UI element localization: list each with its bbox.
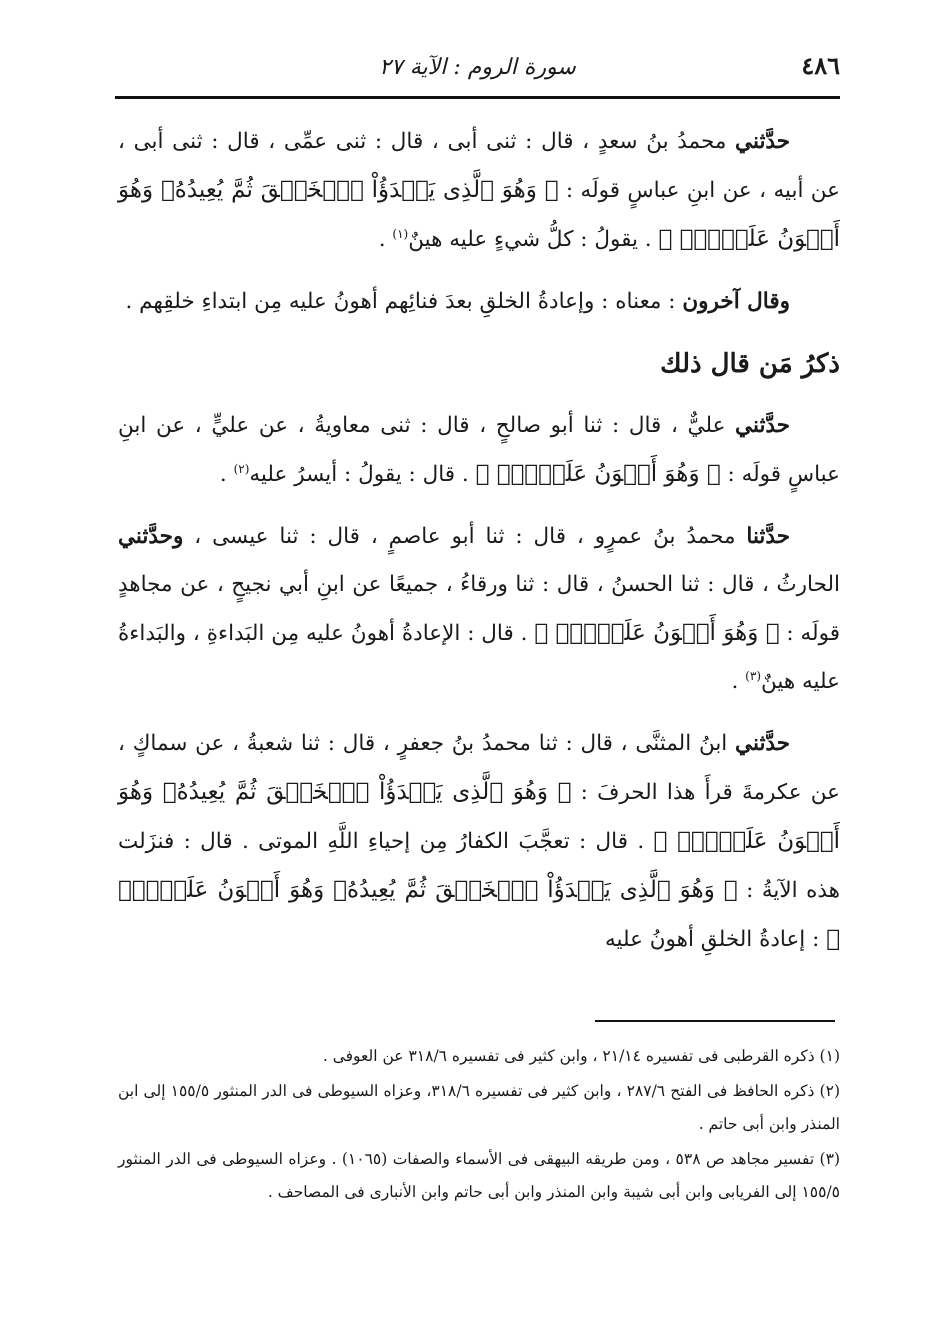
footnote-3: (٣) تفسير مجاهد ص ٥٣٨ ، ومن طريقه البيهقى فى الأسماء والصفات (١٠٦٥) . وعزاه السيوطى فى الدر المنثور ١٥٥/٥ إلى الفريابى وابن أبى شيبة وابن المنذر وابن أبى حاتم وابن الأنبارى فى المصاحف . <box>118 1150 840 1201</box>
paragraph-2 <box>118 278 840 326</box>
narration-text: : معناه : وإعادةُ الخلقِ بعدَ فنائِهم أهونُ عليه مِن ابتداءِ خلقِهم . <box>125 289 683 314</box>
narration-text: . قال : الإعادةُ أهونُ عليه مِن البَداءةِ ، والبَداءةُ عليه هينٌ <box>118 621 840 694</box>
narration-end: . <box>219 462 234 487</box>
footnote-ref: (١) <box>392 226 409 241</box>
narration-end: . <box>378 227 393 252</box>
narration-lead: حدَّثنا <box>746 524 790 549</box>
quran-verse: ﴿ وَهُوَ ٱلَّذِى يَبۡدَؤُاْ ٱلۡخَلۡقَ ثُمَّ يُعِيدُهُۥ وَهُوَ أَهۡوَنُ عَلَيۡهِۚ ﴾ <box>118 877 840 952</box>
main-text <box>118 118 840 978</box>
narration-text: ابنُ المثنَّى ، قال : ثنا محمدُ بنُ جعفرٍ ، قال : ثنا شعبةُ ، عن سماكٍ ، عن عكرمةَ قرأَ هذا الحرفَ : <box>118 731 840 805</box>
narration-text: عليٌّ ، قال : ثنا أبو صالحٍ ، قال : ثنى معاويةُ ، عن عليٍّ ، عن ابنِ عباسٍ قولَه : <box>118 413 840 487</box>
narration-text: : إعادةُ الخلقِ أهونُ عليه <box>604 927 827 952</box>
running-title: سورة الروم : الآية ٢٧ <box>379 55 576 80</box>
footnote-2: (٢) ذكره الحافظ فى الفتح ٢٨٧/٦ ، وابن كثير فى تفسيره ٣١٨/٦، وعزاه السيوطى فى الدر المنثور ١٥٥/٥ إلى ابن المنذر وابن أبى حاتم . <box>118 1082 840 1133</box>
narration-text: . قال : يقولُ : أيسرُ عليه <box>249 462 476 487</box>
narration-end: . <box>731 669 746 694</box>
narration-text: . يقولُ : كلُّ شيءٍ عليه هينٌ <box>408 227 659 252</box>
paragraph-4 <box>118 513 840 706</box>
header-rule <box>115 96 840 99</box>
narration-lead: حدَّثني <box>735 413 790 438</box>
footnote-ref: (٣) <box>745 668 761 683</box>
footnote-ref: (٢) <box>233 461 250 476</box>
footnotes <box>118 1040 840 1211</box>
footnote-rule <box>595 1020 835 1022</box>
narration-text: محمدُ بنُ سعدٍ ، قال : ثنى أبى ، قال : ثنى عمِّى ، قال : ثنى أبى ، عن أبيه ، عن ابنِ عباسٍ قولَه : <box>118 129 840 203</box>
page-header <box>115 50 840 86</box>
narration-lead: وقال آخرون <box>682 289 790 314</box>
paragraph-1 <box>118 118 840 264</box>
footnote-1: (١) ذكره القرطبى فى تفسيره ٢١/١٤ ، وابن كثير فى تفسيره ٣١٨/٦ عن العوفى . <box>322 1047 840 1065</box>
paragraph-5 <box>118 720 840 964</box>
quran-verse: ﴿ وَهُوَ ٱلَّذِى يَبۡدَؤُاْ ٱلۡخَلۡقَ ثُمَّ يُعِيدُهُۥ وَهُوَ أَهۡوَنُ عَلَيۡهِۚ ﴾ <box>118 177 840 252</box>
narration-text: الحارثُ ، قال : ثنا الحسنُ ، قال : ثنا ورقاءُ ، جميعًا عن ابنِ أبي نجيحٍ ، عن مجاهدٍ قولَه : <box>118 572 840 646</box>
quran-verse: ﴿ وَهُوَ أَهۡوَنُ عَلَيۡهِۚ ﴾ <box>534 620 780 646</box>
narration-lead: حدَّثني <box>735 129 790 154</box>
section-heading: ذكرُ مَن قال ذلك <box>660 349 840 379</box>
paragraph-3 <box>118 402 840 499</box>
quran-verse: ﴿ وَهُوَ ٱلَّذِى يَبۡدَؤُاْ ٱلۡخَلۡقَ ثُمَّ يُعِيدُهُۥ وَهُوَ أَهۡوَنُ عَلَيۡهِۚ ﴾ <box>118 779 840 854</box>
page-number: ٤٨٦ <box>801 51 840 80</box>
narration-text: . قال : تعجَّبَ الكفارُ مِن إحياءِ اللَّهِ الموتى . قال : فنزَلت هذه الآيةُ : <box>118 829 840 903</box>
quran-verse: ﴿ وَهُوَ أَهۡوَنُ عَلَيۡهِۚ ﴾ <box>475 461 721 487</box>
narration-lead: حدَّثني <box>735 731 790 756</box>
narration-text: محمدُ بنُ عمرٍو ، قال : ثنا أبو عاصمٍ ، قال : ثنا عيسى ، <box>183 524 747 549</box>
narration-lead-2: وحدَّثني <box>118 524 184 549</box>
